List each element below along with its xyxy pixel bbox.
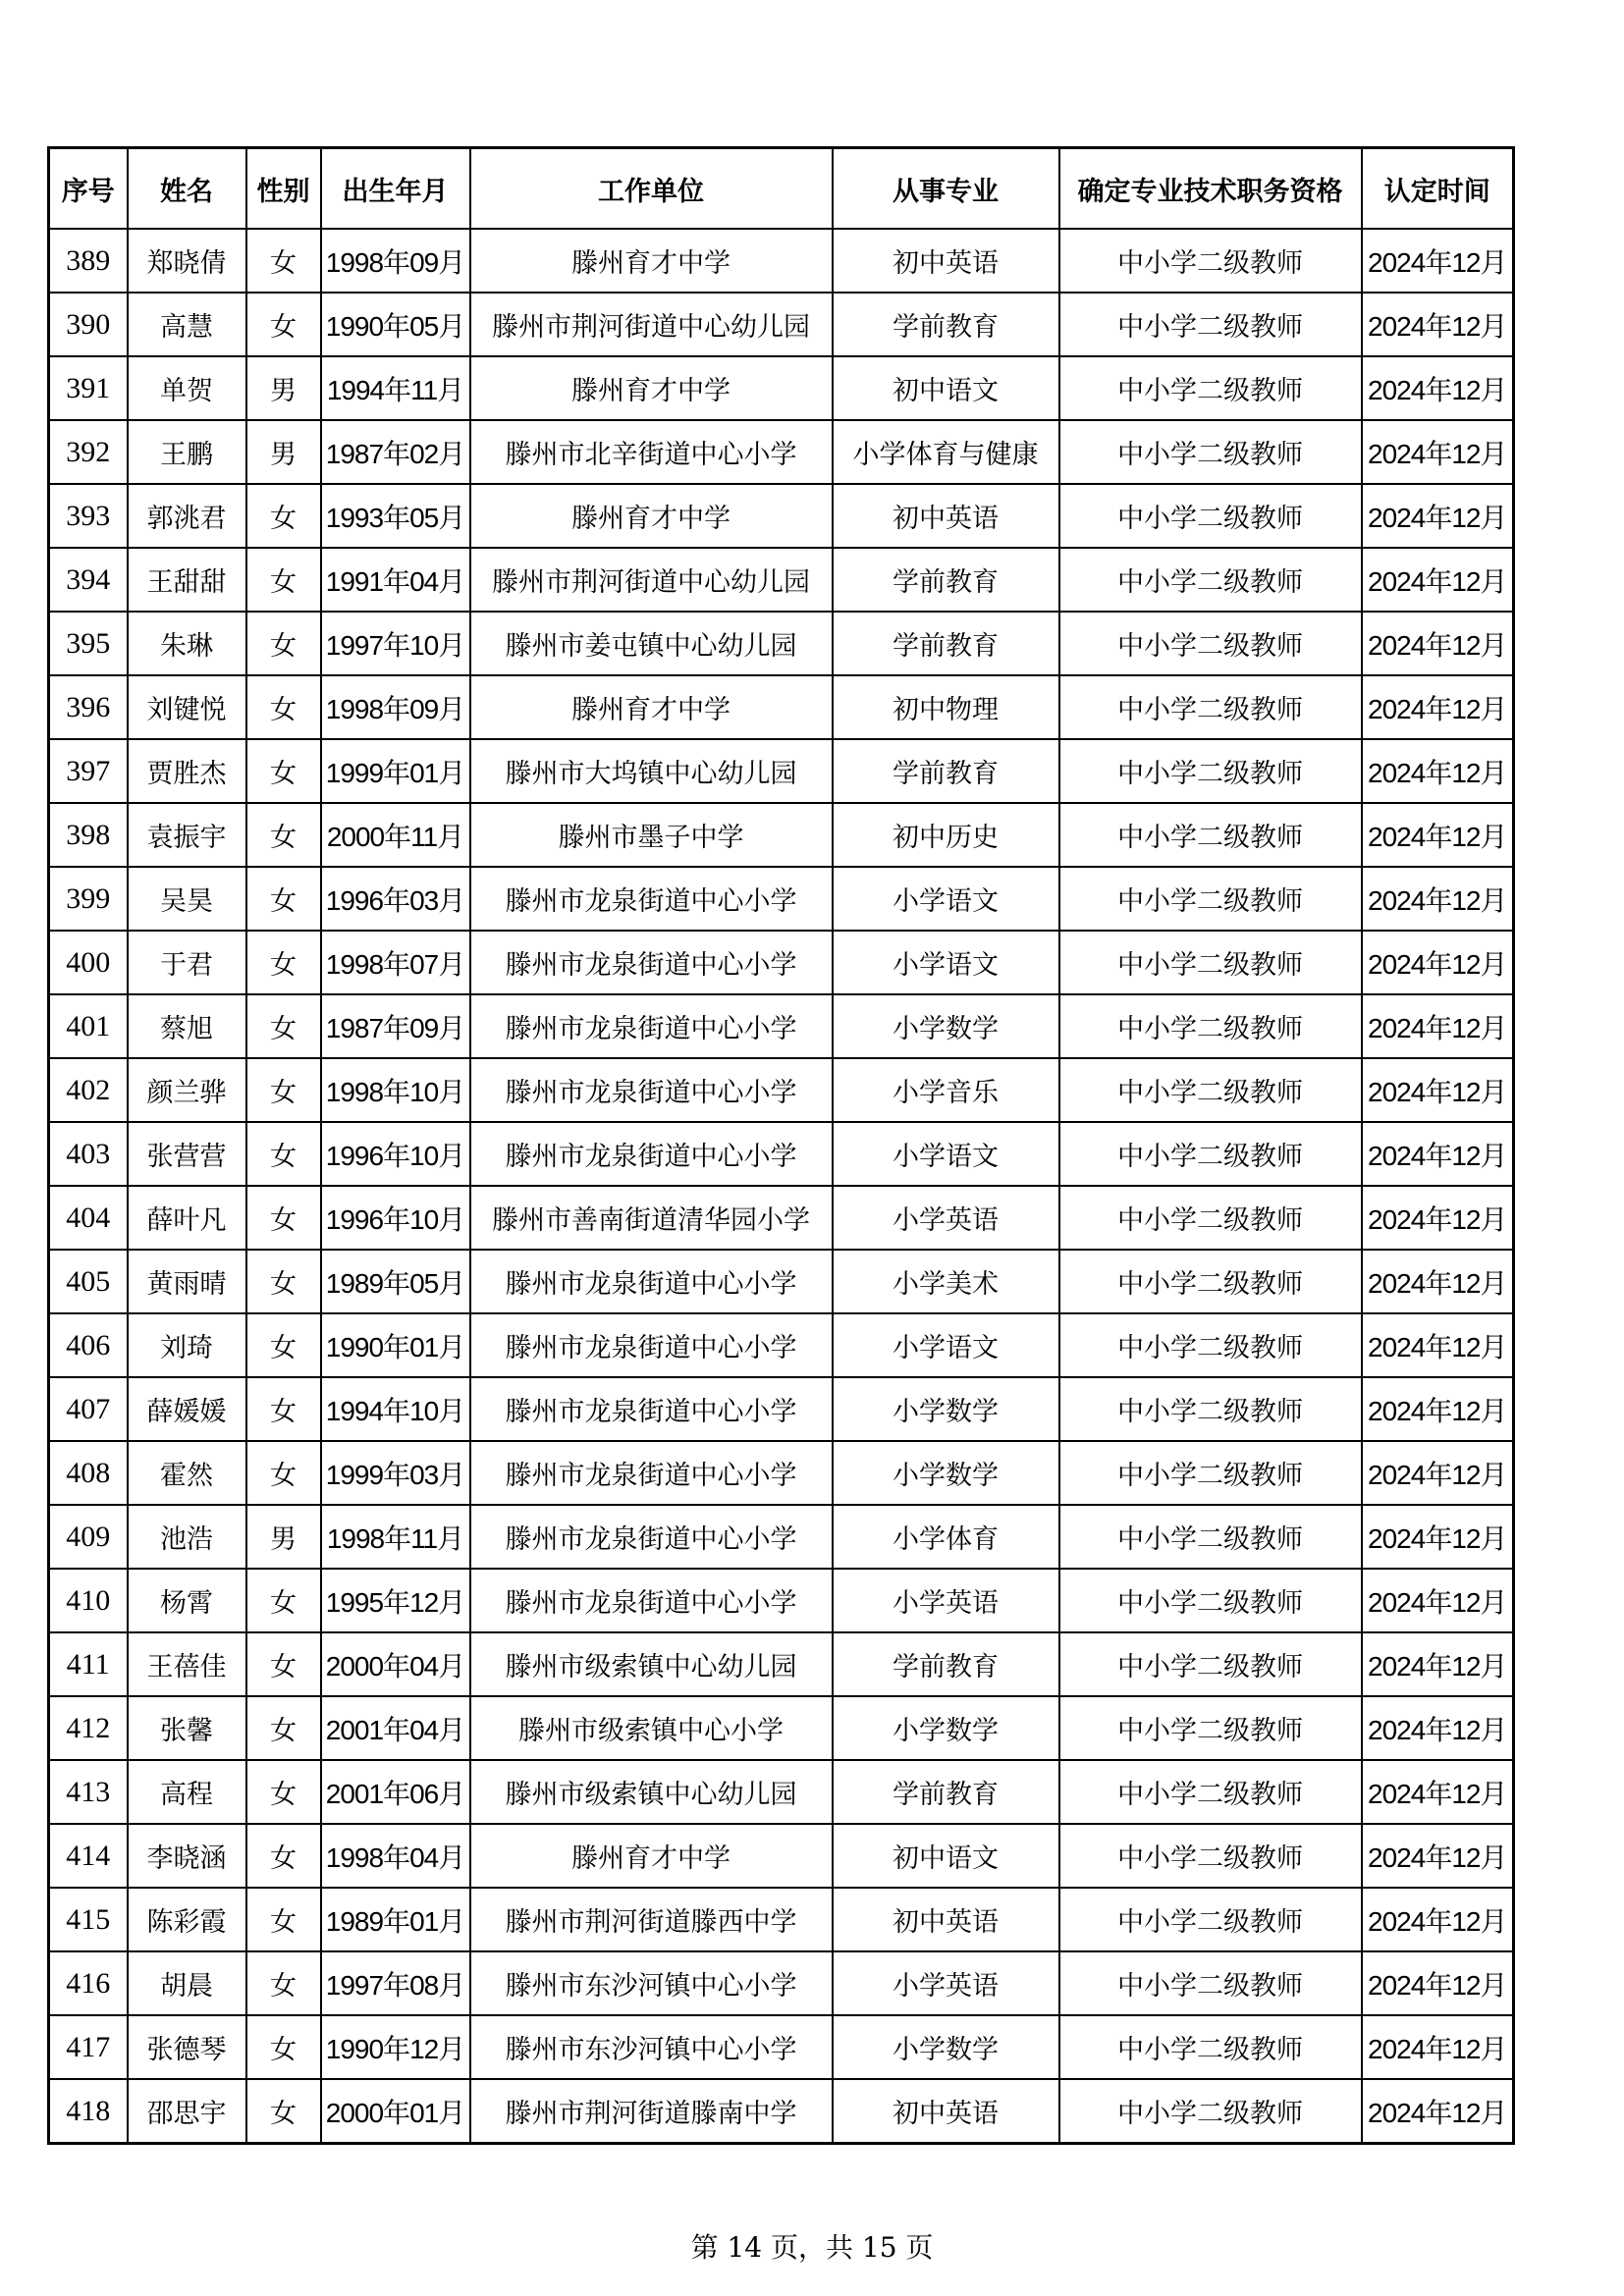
- cell-employer: 滕州市级索镇中心幼儿园: [470, 1632, 833, 1696]
- cell-gender: 女: [246, 1569, 321, 1632]
- cell-gender: 女: [246, 675, 321, 739]
- cell-date: 2024年12月: [1362, 356, 1514, 420]
- cell-employer: 滕州市龙泉街道中心小学: [470, 1250, 833, 1313]
- cell-specialty: 小学体育: [833, 1505, 1059, 1569]
- cell-qualification: 中小学二级教师: [1059, 867, 1362, 931]
- cell-specialty: 初中英语: [833, 229, 1059, 293]
- cell-seq: 401: [49, 994, 128, 1058]
- cell-birth: 1987年09月: [321, 994, 470, 1058]
- table-row: [49, 1888, 1514, 1951]
- cell-name: 张德琴: [128, 2015, 246, 2079]
- cell-name: 薛叶凡: [128, 1186, 246, 1250]
- table-row: [49, 612, 1514, 675]
- cell-name: 邵思宇: [128, 2079, 246, 2144]
- table-row: [49, 229, 1514, 293]
- cell-qualification: 中小学二级教师: [1059, 1951, 1362, 2015]
- cell-date: 2024年12月: [1362, 1696, 1514, 1760]
- cell-gender: 女: [246, 1122, 321, 1186]
- cell-specialty: 小学数学: [833, 2015, 1059, 2079]
- cell-name: 霍然: [128, 1441, 246, 1505]
- column-header-date: 认定时间: [1362, 148, 1514, 230]
- table-row: [49, 867, 1514, 931]
- cell-birth: 1989年01月: [321, 1888, 470, 1951]
- cell-name: 杨霄: [128, 1569, 246, 1632]
- cell-qualification: 中小学二级教师: [1059, 293, 1362, 356]
- table-row: [49, 420, 1514, 484]
- cell-gender: 女: [246, 1951, 321, 2015]
- cell-specialty: 初中语文: [833, 1824, 1059, 1888]
- cell-qualification: 中小学二级教师: [1059, 1696, 1362, 1760]
- cell-qualification: 中小学二级教师: [1059, 1377, 1362, 1441]
- cell-qualification: 中小学二级教师: [1059, 1505, 1362, 1569]
- cell-specialty: 小学英语: [833, 1569, 1059, 1632]
- cell-specialty: 小学英语: [833, 1951, 1059, 2015]
- cell-employer: 滕州市善南街道清华园小学: [470, 1186, 833, 1250]
- cell-specialty: 小学英语: [833, 1186, 1059, 1250]
- cell-employer: 滕州市荆河街道中心幼儿园: [470, 293, 833, 356]
- cell-specialty: 小学语文: [833, 1122, 1059, 1186]
- cell-specialty: 初中英语: [833, 1888, 1059, 1951]
- cell-qualification: 中小学二级教师: [1059, 484, 1362, 548]
- table-row: [49, 1505, 1514, 1569]
- cell-specialty: 小学体育与健康: [833, 420, 1059, 484]
- cell-date: 2024年12月: [1362, 420, 1514, 484]
- cell-specialty: 学前教育: [833, 739, 1059, 803]
- cell-seq: 414: [49, 1824, 128, 1888]
- cell-seq: 397: [49, 739, 128, 803]
- cell-date: 2024年12月: [1362, 739, 1514, 803]
- cell-specialty: 学前教育: [833, 1760, 1059, 1824]
- cell-qualification: 中小学二级教师: [1059, 994, 1362, 1058]
- cell-birth: 1994年11月: [321, 356, 470, 420]
- cell-birth: 1998年04月: [321, 1824, 470, 1888]
- cell-qualification: 中小学二级教师: [1059, 739, 1362, 803]
- cell-seq: 399: [49, 867, 128, 931]
- cell-seq: 412: [49, 1696, 128, 1760]
- cell-seq: 404: [49, 1186, 128, 1250]
- cell-seq: 408: [49, 1441, 128, 1505]
- cell-date: 2024年12月: [1362, 994, 1514, 1058]
- cell-gender: 男: [246, 1505, 321, 1569]
- table-row: [49, 1122, 1514, 1186]
- cell-date: 2024年12月: [1362, 1313, 1514, 1377]
- cell-employer: 滕州市龙泉街道中心小学: [470, 1377, 833, 1441]
- cell-employer: 滕州市龙泉街道中心小学: [470, 1058, 833, 1122]
- cell-date: 2024年12月: [1362, 1569, 1514, 1632]
- cell-birth: 1996年03月: [321, 867, 470, 931]
- cell-name: 张馨: [128, 1696, 246, 1760]
- column-header-seq: 序号: [49, 148, 128, 230]
- cell-date: 2024年12月: [1362, 1186, 1514, 1250]
- cell-employer: 滕州育才中学: [470, 356, 833, 420]
- cell-gender: 女: [246, 1824, 321, 1888]
- cell-specialty: 小学语文: [833, 1313, 1059, 1377]
- cell-date: 2024年12月: [1362, 2015, 1514, 2079]
- column-header-birth: 出生年月: [321, 148, 470, 230]
- cell-birth: 1993年05月: [321, 484, 470, 548]
- cell-employer: 滕州市级索镇中心小学: [470, 1696, 833, 1760]
- cell-specialty: 初中英语: [833, 2079, 1059, 2144]
- cell-specialty: 学前教育: [833, 293, 1059, 356]
- cell-date: 2024年12月: [1362, 1441, 1514, 1505]
- cell-specialty: 学前教育: [833, 1632, 1059, 1696]
- column-header-employer: 工作单位: [470, 148, 833, 230]
- cell-date: 2024年12月: [1362, 293, 1514, 356]
- cell-birth: 1997年08月: [321, 1951, 470, 2015]
- table-row: [49, 1250, 1514, 1313]
- cell-seq: 417: [49, 2015, 128, 2079]
- cell-employer: 滕州市龙泉街道中心小学: [470, 931, 833, 994]
- cell-gender: 女: [246, 1058, 321, 1122]
- cell-name: 王蓓佳: [128, 1632, 246, 1696]
- cell-employer: 滕州市墨子中学: [470, 803, 833, 867]
- cell-name: 陈彩霞: [128, 1888, 246, 1951]
- cell-date: 2024年12月: [1362, 612, 1514, 675]
- cell-name: 贾胜杰: [128, 739, 246, 803]
- cell-seq: 398: [49, 803, 128, 867]
- header-row: [49, 148, 1514, 230]
- table-row: [49, 2015, 1514, 2079]
- column-header-specialty: 从事专业: [833, 148, 1059, 230]
- table-row: [49, 739, 1514, 803]
- cell-gender: 女: [246, 229, 321, 293]
- cell-seq: 390: [49, 293, 128, 356]
- cell-date: 2024年12月: [1362, 1888, 1514, 1951]
- cell-birth: 1999年01月: [321, 739, 470, 803]
- cell-employer: 滕州市大坞镇中心幼儿园: [470, 739, 833, 803]
- cell-qualification: 中小学二级教师: [1059, 803, 1362, 867]
- cell-qualification: 中小学二级教师: [1059, 229, 1362, 293]
- cell-seq: 392: [49, 420, 128, 484]
- cell-gender: 女: [246, 293, 321, 356]
- cell-qualification: 中小学二级教师: [1059, 675, 1362, 739]
- cell-birth: 1998年10月: [321, 1058, 470, 1122]
- cell-employer: 滕州市东沙河镇中心小学: [470, 1951, 833, 2015]
- cell-qualification: 中小学二级教师: [1059, 1632, 1362, 1696]
- cell-seq: 391: [49, 356, 128, 420]
- cell-specialty: 初中物理: [833, 675, 1059, 739]
- cell-date: 2024年12月: [1362, 1505, 1514, 1569]
- cell-employer: 滕州育才中学: [470, 675, 833, 739]
- cell-birth: 2000年04月: [321, 1632, 470, 1696]
- cell-gender: 女: [246, 739, 321, 803]
- table-row: [49, 1696, 1514, 1760]
- cell-date: 2024年12月: [1362, 867, 1514, 931]
- cell-gender: 女: [246, 2079, 321, 2144]
- cell-employer: 滕州市荆河街道滕西中学: [470, 1888, 833, 1951]
- column-header-name: 姓名: [128, 148, 246, 230]
- cell-gender: 女: [246, 994, 321, 1058]
- table-row: [49, 1569, 1514, 1632]
- cell-employer: 滕州育才中学: [470, 1824, 833, 1888]
- cell-gender: 女: [246, 548, 321, 612]
- cell-seq: 407: [49, 1377, 128, 1441]
- cell-gender: 女: [246, 1696, 321, 1760]
- cell-date: 2024年12月: [1362, 1632, 1514, 1696]
- cell-birth: 1998年09月: [321, 229, 470, 293]
- cell-date: 2024年12月: [1362, 229, 1514, 293]
- cell-seq: 411: [49, 1632, 128, 1696]
- cell-name: 池浩: [128, 1505, 246, 1569]
- cell-specialty: 初中语文: [833, 356, 1059, 420]
- cell-birth: 2000年01月: [321, 2079, 470, 2144]
- cell-birth: 2001年04月: [321, 1696, 470, 1760]
- cell-employer: 滕州市龙泉街道中心小学: [470, 1313, 833, 1377]
- cell-seq: 406: [49, 1313, 128, 1377]
- cell-gender: 女: [246, 1888, 321, 1951]
- cell-name: 高慧: [128, 293, 246, 356]
- cell-name: 李晓涵: [128, 1824, 246, 1888]
- cell-qualification: 中小学二级教师: [1059, 356, 1362, 420]
- cell-name: 袁振宇: [128, 803, 246, 867]
- cell-specialty: 初中英语: [833, 484, 1059, 548]
- cell-name: 刘琦: [128, 1313, 246, 1377]
- page-footer: 第 14 页，共 15 页: [690, 2231, 934, 2264]
- cell-specialty: 学前教育: [833, 548, 1059, 612]
- cell-birth: 1997年10月: [321, 612, 470, 675]
- cell-seq: 410: [49, 1569, 128, 1632]
- table-row: [49, 1441, 1514, 1505]
- cell-qualification: 中小学二级教师: [1059, 1441, 1362, 1505]
- table-row: [49, 1951, 1514, 2015]
- cell-specialty: 小学数学: [833, 1377, 1059, 1441]
- cell-birth: 1998年09月: [321, 675, 470, 739]
- cell-name: 郭洮君: [128, 484, 246, 548]
- personnel-table: [47, 146, 1515, 2145]
- table-row: [49, 356, 1514, 420]
- cell-qualification: 中小学二级教师: [1059, 1313, 1362, 1377]
- cell-specialty: 小学数学: [833, 1696, 1059, 1760]
- table-row: [49, 1824, 1514, 1888]
- cell-birth: 1990年05月: [321, 293, 470, 356]
- cell-date: 2024年12月: [1362, 1824, 1514, 1888]
- cell-gender: 女: [246, 2015, 321, 2079]
- cell-birth: 1990年12月: [321, 2015, 470, 2079]
- cell-birth: 1999年03月: [321, 1441, 470, 1505]
- cell-employer: 滕州市东沙河镇中心小学: [470, 2015, 833, 2079]
- cell-name: 单贺: [128, 356, 246, 420]
- cell-employer: 滕州市龙泉街道中心小学: [470, 867, 833, 931]
- cell-date: 2024年12月: [1362, 548, 1514, 612]
- table-row: [49, 1760, 1514, 1824]
- cell-name: 于君: [128, 931, 246, 994]
- cell-seq: 409: [49, 1505, 128, 1569]
- cell-gender: 女: [246, 803, 321, 867]
- cell-gender: 女: [246, 1441, 321, 1505]
- cell-gender: 男: [246, 420, 321, 484]
- cell-specialty: 小学音乐: [833, 1058, 1059, 1122]
- cell-name: 张营营: [128, 1122, 246, 1186]
- cell-specialty: 小学语文: [833, 867, 1059, 931]
- cell-gender: 女: [246, 1760, 321, 1824]
- cell-birth: 2001年06月: [321, 1760, 470, 1824]
- cell-date: 2024年12月: [1362, 803, 1514, 867]
- cell-seq: 400: [49, 931, 128, 994]
- cell-date: 2024年12月: [1362, 931, 1514, 994]
- table-row: [49, 548, 1514, 612]
- cell-gender: 女: [246, 867, 321, 931]
- cell-seq: 396: [49, 675, 128, 739]
- cell-birth: 1996年10月: [321, 1122, 470, 1186]
- cell-employer: 滕州育才中学: [470, 229, 833, 293]
- table-row: [49, 675, 1514, 739]
- table-row: [49, 994, 1514, 1058]
- cell-specialty: 学前教育: [833, 612, 1059, 675]
- cell-employer: 滕州市龙泉街道中心小学: [470, 1569, 833, 1632]
- cell-seq: 405: [49, 1250, 128, 1313]
- cell-employer: 滕州市龙泉街道中心小学: [470, 994, 833, 1058]
- column-header-gender: 性别: [246, 148, 321, 230]
- cell-birth: 1987年02月: [321, 420, 470, 484]
- cell-employer: 滕州市龙泉街道中心小学: [470, 1122, 833, 1186]
- cell-name: 胡晨: [128, 1951, 246, 2015]
- cell-birth: 1998年11月: [321, 1505, 470, 1569]
- table-row: [49, 1058, 1514, 1122]
- cell-name: 王鹏: [128, 420, 246, 484]
- cell-specialty: 小学语文: [833, 931, 1059, 994]
- cell-birth: 1994年10月: [321, 1377, 470, 1441]
- cell-birth: 1991年04月: [321, 548, 470, 612]
- cell-date: 2024年12月: [1362, 1760, 1514, 1824]
- table-row: [49, 1377, 1514, 1441]
- cell-seq: 395: [49, 612, 128, 675]
- table-row: [49, 803, 1514, 867]
- cell-specialty: 小学数学: [833, 1441, 1059, 1505]
- cell-qualification: 中小学二级教师: [1059, 931, 1362, 994]
- cell-gender: 女: [246, 1250, 321, 1313]
- table-row: [49, 931, 1514, 994]
- cell-birth: 1996年10月: [321, 1186, 470, 1250]
- cell-specialty: 小学美术: [833, 1250, 1059, 1313]
- cell-employer: 滕州育才中学: [470, 484, 833, 548]
- cell-qualification: 中小学二级教师: [1059, 2015, 1362, 2079]
- cell-seq: 413: [49, 1760, 128, 1824]
- column-header-qualification: 确定专业技术职务资格: [1059, 148, 1362, 230]
- cell-gender: 男: [246, 356, 321, 420]
- cell-date: 2024年12月: [1362, 675, 1514, 739]
- cell-name: 高程: [128, 1760, 246, 1824]
- cell-employer: 滕州市级索镇中心幼儿园: [470, 1760, 833, 1824]
- cell-seq: 394: [49, 548, 128, 612]
- table-row: [49, 1632, 1514, 1696]
- cell-qualification: 中小学二级教师: [1059, 548, 1362, 612]
- cell-birth: 1989年05月: [321, 1250, 470, 1313]
- cell-seq: 393: [49, 484, 128, 548]
- cell-specialty: 初中历史: [833, 803, 1059, 867]
- table-row: [49, 484, 1514, 548]
- cell-name: 颜兰骅: [128, 1058, 246, 1122]
- cell-employer: 滕州市龙泉街道中心小学: [470, 1505, 833, 1569]
- cell-gender: 女: [246, 612, 321, 675]
- cell-qualification: 中小学二级教师: [1059, 1569, 1362, 1632]
- cell-qualification: 中小学二级教师: [1059, 2079, 1362, 2144]
- cell-name: 黄雨晴: [128, 1250, 246, 1313]
- cell-qualification: 中小学二级教师: [1059, 1186, 1362, 1250]
- cell-seq: 416: [49, 1951, 128, 2015]
- table-row: [49, 293, 1514, 356]
- cell-employer: 滕州市北辛街道中心小学: [470, 420, 833, 484]
- cell-name: 薛媛媛: [128, 1377, 246, 1441]
- cell-date: 2024年12月: [1362, 1250, 1514, 1313]
- cell-qualification: 中小学二级教师: [1059, 1760, 1362, 1824]
- cell-birth: 1995年12月: [321, 1569, 470, 1632]
- cell-seq: 418: [49, 2079, 128, 2144]
- cell-gender: 女: [246, 931, 321, 994]
- cell-name: 吴昊: [128, 867, 246, 931]
- cell-date: 2024年12月: [1362, 1122, 1514, 1186]
- cell-gender: 女: [246, 484, 321, 548]
- cell-employer: 滕州市龙泉街道中心小学: [470, 1441, 833, 1505]
- table-row: [49, 1313, 1514, 1377]
- table-body: [49, 229, 1514, 2144]
- table-row: [49, 1186, 1514, 1250]
- cell-qualification: 中小学二级教师: [1059, 612, 1362, 675]
- cell-birth: 2000年11月: [321, 803, 470, 867]
- cell-birth: 1998年07月: [321, 931, 470, 994]
- cell-specialty: 小学数学: [833, 994, 1059, 1058]
- cell-name: 蔡旭: [128, 994, 246, 1058]
- cell-date: 2024年12月: [1362, 484, 1514, 548]
- cell-name: 朱琳: [128, 612, 246, 675]
- cell-gender: 女: [246, 1186, 321, 1250]
- cell-seq: 403: [49, 1122, 128, 1186]
- cell-date: 2024年12月: [1362, 2079, 1514, 2144]
- cell-seq: 402: [49, 1058, 128, 1122]
- cell-gender: 女: [246, 1632, 321, 1696]
- cell-seq: 415: [49, 1888, 128, 1951]
- cell-employer: 滕州市荆河街道中心幼儿园: [470, 548, 833, 612]
- cell-date: 2024年12月: [1362, 1951, 1514, 2015]
- cell-date: 2024年12月: [1362, 1058, 1514, 1122]
- cell-employer: 滕州市姜屯镇中心幼儿园: [470, 612, 833, 675]
- cell-qualification: 中小学二级教师: [1059, 1250, 1362, 1313]
- table-header: [49, 148, 1514, 230]
- cell-name: 郑晓倩: [128, 229, 246, 293]
- cell-qualification: 中小学二级教师: [1059, 1058, 1362, 1122]
- cell-qualification: 中小学二级教师: [1059, 1824, 1362, 1888]
- cell-birth: 1990年01月: [321, 1313, 470, 1377]
- table-row: [49, 2079, 1514, 2144]
- cell-employer: 滕州市荆河街道滕南中学: [470, 2079, 833, 2144]
- cell-qualification: 中小学二级教师: [1059, 420, 1362, 484]
- cell-seq: 389: [49, 229, 128, 293]
- cell-gender: 女: [246, 1377, 321, 1441]
- cell-name: 王甜甜: [128, 548, 246, 612]
- cell-name: 刘键悦: [128, 675, 246, 739]
- cell-date: 2024年12月: [1362, 1377, 1514, 1441]
- cell-gender: 女: [246, 1313, 321, 1377]
- cell-qualification: 中小学二级教师: [1059, 1122, 1362, 1186]
- cell-qualification: 中小学二级教师: [1059, 1888, 1362, 1951]
